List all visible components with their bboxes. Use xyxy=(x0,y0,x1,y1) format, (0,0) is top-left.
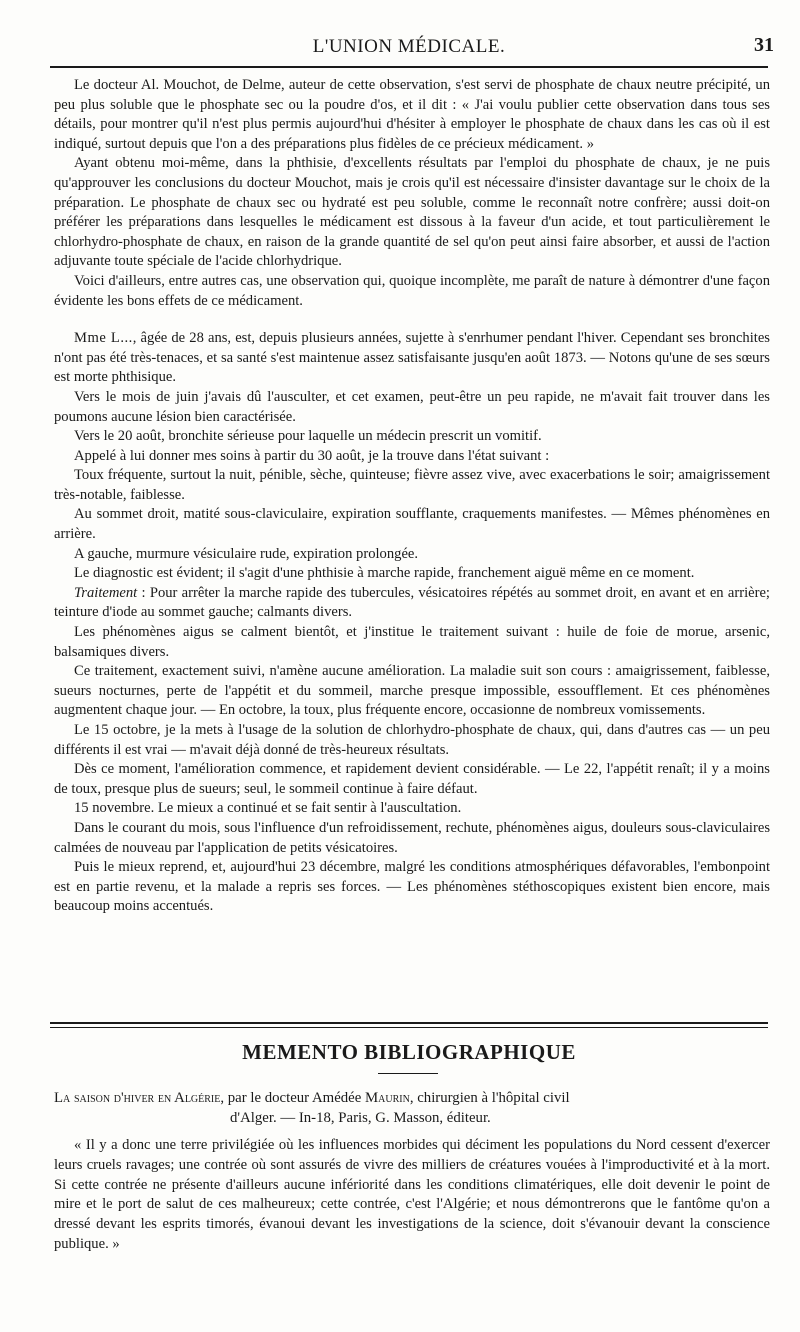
page-header xyxy=(44,30,774,64)
observation-paragraph: Ce traitement, exactement suivi, n'amène aucune amélioration. La maladie suit son cours : amaigrissement, faiblesse, sueurs nocturnes, perte de l'appétit et du sommeil, marche presque impossible, essoufflement. Et ces phénomènes augmentent chaque jour. — En octobre, la toux, plus fréquente encore, occasionne de nombreux vomissements. xyxy=(54,663,770,719)
observation-paragraph: Dès ce moment, l'amélioration commence, et rapidement devient considérable. — Le 22, l'appétit renaît; il y a moins de toux, presque plus de sueurs; seul, le sommeil continue à faire défaut. xyxy=(54,761,770,797)
observation-paragraph: Vers le mois de juin j'avais dû l'ausculter, et cet examen, peut-être un peu rapide, ne m'avait fait trouver dans les poumons aucune lésion bien caractérisée. xyxy=(54,388,770,425)
divider-thin xyxy=(50,1027,768,1028)
observation-paragraph: 15 novembre. Le mieux a continué et se fait sentir à l'auscultation. xyxy=(74,800,462,817)
treatment-label: Traitement xyxy=(74,584,138,601)
quote-paragraph: « Il y a donc une terre privilégiée où les influences morbides qui déciment les populations du Nord cessent d'exercer leurs cruels ravages; une contrée où sont assurés de vivre des milliers de créatures vouées à l'improductivité et à la mort. Si cette contrée ne présente d'ailleurs aucune infériorité dans les conditions climatériques, elle doit devenir le point de mire et le port de salut de ces malheureux; cette contrée, c'est l'Algérie; et nous démontrerons que le fantôme qu'on a dressé devant les esprits timorés, évanoui devant les investigations de la science, doit s'évanouir devant la conscience publique. » xyxy=(54,1137,770,1252)
observation-paragraph: Les phénomènes aigus se calment bientôt, et j'institue le traitement suivant : huile de foie de morue, arsenic, balsamiques divers. xyxy=(54,624,770,660)
bibliography-entry xyxy=(54,1088,770,1128)
treatment-text: : Pour arrêter la marche rapide des tubercules, vésicatoires répétés au sommet droit, en avant et en arrière; teinture d'iode au sommet gauche; calmants divers. xyxy=(54,584,770,621)
bibliography-entry-head xyxy=(54,1088,770,1108)
article-body xyxy=(54,76,770,917)
observation-opening xyxy=(54,329,770,388)
article-paragraph: Voici d'ailleurs, entre autres cas, une observation qui, quoique incomplète, me paraît de nature à démontrer d'une façon évidente les bons effets de ce médicament. xyxy=(54,272,770,309)
article-paragraph: Ayant obtenu moi-même, dans la phthisie, d'excellents résultats par l'emploi du phosphate de chaux, je ne puis qu'approuver les conclusions du docteur Mouchot, mais je crois qu'il est nécessaire d'insister davantage sur le choix de la préparation. Le phosphate de chaux sec ou hydraté est peu soluble, comme le reconnaît notre confrère; aussi doit-on préférer les préparations dans lesquelles le médicament est dissous à la faveur d'un acide, et tout particulièrement le chlorhydro-phosphate de chaux, en raison de la grande quantité de sel qu'on peut ainsi faire absorber, et aussi de l'action adjuvante toute spéciale de l'acide chlorhydrique. xyxy=(54,155,770,270)
treatment-paragraph xyxy=(54,584,770,623)
entry-rest: , chirurgien à l'hôpital civil xyxy=(409,1090,570,1106)
observation-paragraph: Vers le 20 août, bronchite sérieuse pour laquelle un médecin prescrit un vomitif. xyxy=(74,428,542,445)
observation-paragraph: A gauche, murmure vésiculaire rude, expiration prolongée. xyxy=(74,545,419,562)
memento-heading: MEMENTO BIBLIOGRAPHIQUE xyxy=(242,1040,576,1064)
observation-paragraph: Toux fréquente, surtout la nuit, pénible, sèche, quinteuse; fièvre assez vive, avec exacerbations le soir; amaigrissement très-notable, faiblesse. xyxy=(54,467,770,503)
publication-details: d'Alger. — In-18, Paris, G. Masson, éditeur. xyxy=(230,1110,491,1126)
page-number: 31 xyxy=(754,34,774,56)
section-divider xyxy=(50,1022,768,1028)
observation-paragraph: Au sommet droit, matité sous-claviculaire, expiration soufflante, craquements manifestes. — Mêmes phénomènes en arrière. xyxy=(54,506,770,543)
patient-initials: Mme L... xyxy=(74,330,133,347)
entry-by: , par le docteur Amédée xyxy=(220,1090,365,1106)
observation-paragraph: Puis le mieux reprend, et, aujourd'hui 23 décembre, malgré les conditions atmosphériques défavorables, l'embonpoint est en partie revenu, et la malade a repris ses forces. — Les phénomènes stéthoscopiques existent bien encore, mais beaucoup moins accentués. xyxy=(54,859,770,915)
book-quote xyxy=(54,1136,770,1255)
observation-paragraph: Dans le courant du mois, sous l'influence d'un refroidissement, rechute, phénomènes aigus, douleurs sous-claviculaires calmées de nouveau par l'application de petits vésicatoires. xyxy=(54,819,770,856)
book-title: La saison d'hiver en Algérie xyxy=(54,1090,221,1106)
header-rule xyxy=(50,66,768,68)
article-paragraph: Le docteur Al. Mouchot, de Delme, auteur de cette observation, s'est servi de phosphate de chaux neutre précipité, un peu plus soluble que le phosphate sec ou la poudre d'os, et il dit : « J'ai voulu publier cette observation dans tous ses détails, pour montrer qu'il n'est plus permis aujourd'hui d'hésiter à employer le phosphate de chaux dans les cas où il est indiqué, surtout depuis que l'on a des préparations plus fidèles de ce précieux médicament. » xyxy=(54,77,770,152)
observation-paragraph: Le diagnostic est évident; il s'agit d'une phthisie à marche rapide, franchement aiguë même en ce moment. xyxy=(74,565,695,582)
observation-opening-text: , âgée de 28 ans, est, depuis plusieurs années, sujette à s'enrhumer pendant l'hiver. Cependant ses bronchites n'ont pas été très-tenaces, et sa santé s'est maintenue assez satisfaisante jusqu'en août 1873. — Notons qu'une de ses sœurs est morte phthisique. xyxy=(54,330,770,386)
divider-thick xyxy=(50,1022,768,1024)
book-author: Maurin xyxy=(365,1090,410,1106)
journal-title: L'UNION MÉDICALE. xyxy=(312,36,506,57)
observation-paragraph: Le 15 octobre, je la mets à l'usage de la solution de chlorhydro-phosphate de chaux, qui, dans d'autres cas — un peu différents il est vrai — m'avait déjà donné de très-heureux résultats. xyxy=(54,722,770,758)
heading-underline xyxy=(378,1073,438,1074)
observation-paragraph: Appelé à lui donner mes soins à partir du 30 août, je la trouve dans l'état suivant : xyxy=(74,447,550,464)
